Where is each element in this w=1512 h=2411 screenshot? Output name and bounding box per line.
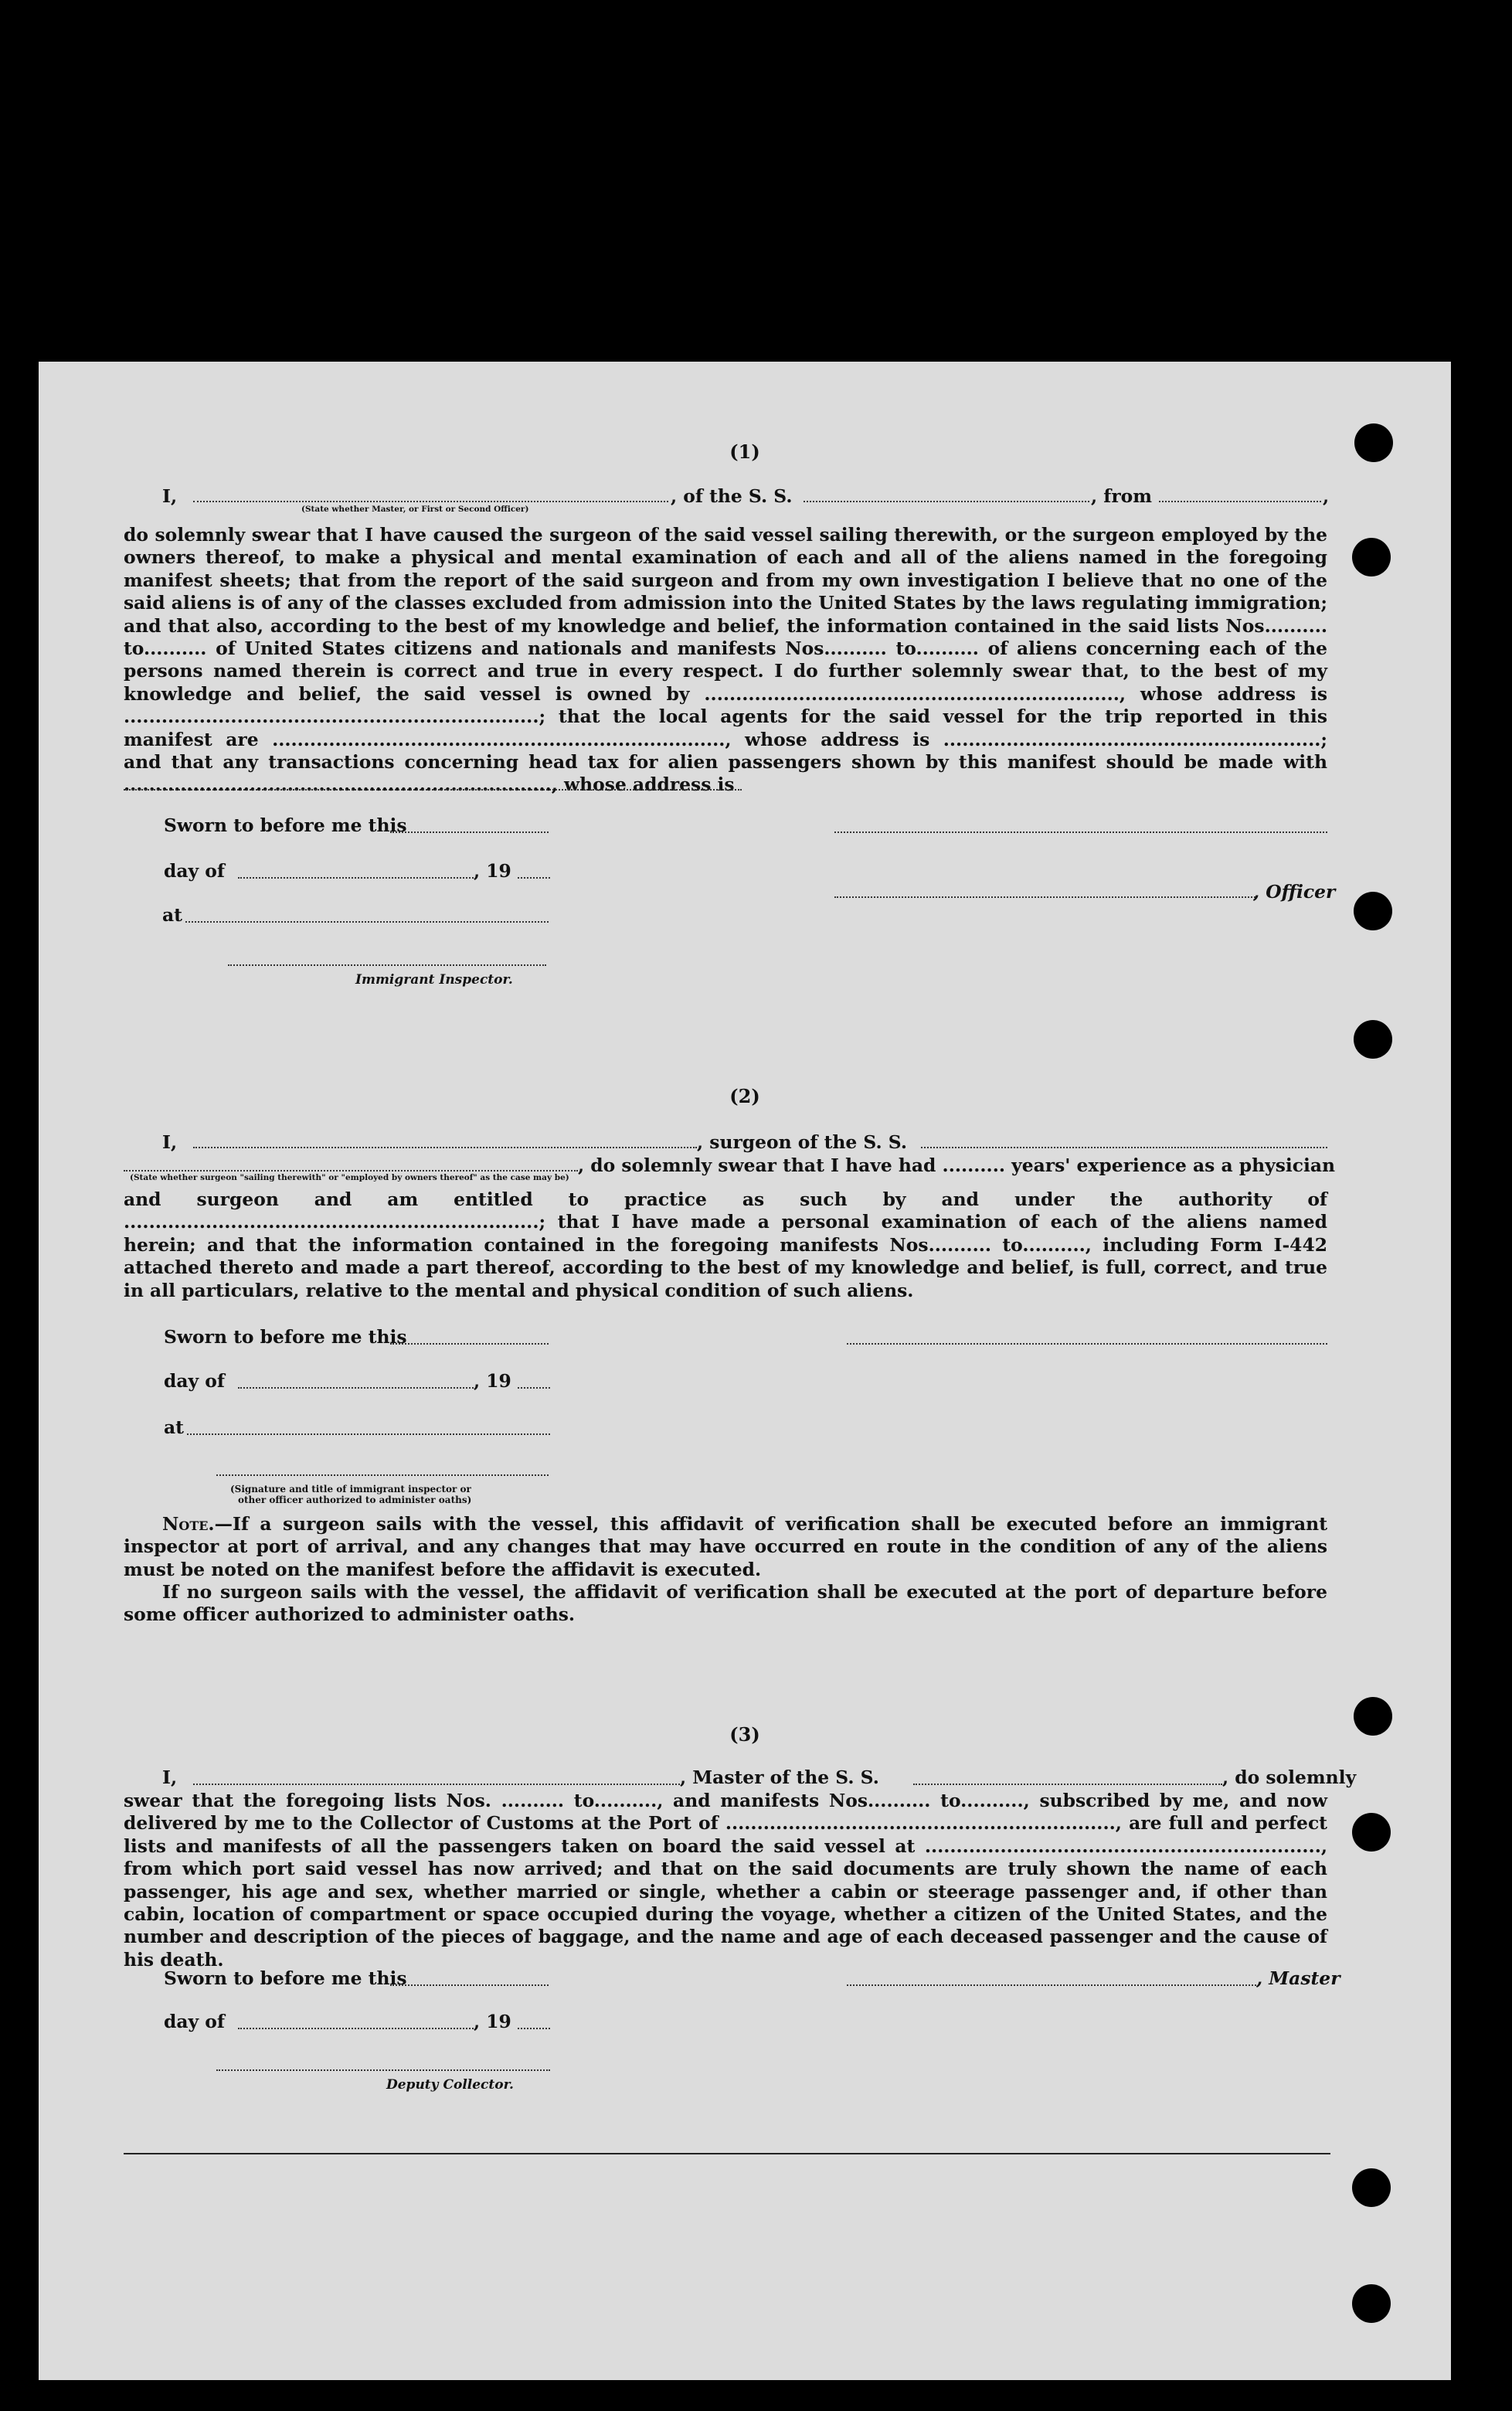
- section-1-body: do solemnly swear that I have caused the surgeon of the said vessel sailing therewith, or the surgeon employed by the owners thereof, to make a physical and mental examination of each and all of the aliens named in the foregoing manifest sheets; that from the report of the said surgeon and from my own investigation I believe that no one of the said aliens is of any of the classes excluded from admission into the United States by the laws regulating immigration; and that also, according to the best of my knowledge and belief, the information contained in the said lists Nos.......... to.......... of United States citizens and nationals and manifests Nos.......... to.......... of aliens concerning each of the persons named therein is correct and true in every respect. I do further solemnly swear that, to the best of my knowledge and belief, the said vessel is owned by .................................................................., whose address is ..................................................................; that the local agents for the said vessel for the trip reported in this manifest are ........................................................................, whose address is ............................................................; and that any transactions concerning head tax for alien passengers shown by this manifest should be made with ...................................................................., whose address is: [124, 524, 1327, 796]
- section-3-i: I,: [162, 1767, 178, 1788]
- officer-name-field[interactable]: [193, 501, 668, 502]
- at-field[interactable]: [185, 921, 549, 923]
- section-3-day-of: day of: [164, 2011, 225, 2032]
- from-port-field[interactable]: [1159, 501, 1321, 502]
- punch-hole-icon: [1352, 1813, 1391, 1852]
- master-name-field[interactable]: [193, 1784, 680, 1785]
- section-1-officer: , Officer: [1253, 881, 1336, 903]
- punch-hole-icon: [1352, 538, 1391, 576]
- surgeon-ship-field[interactable]: [921, 1147, 1327, 1148]
- day-of-field[interactable]: [238, 877, 474, 879]
- section-3-year: , 19: [474, 2011, 511, 2032]
- note-label: Note.: [162, 1513, 215, 1535]
- section-2-note: [124, 1513, 1327, 1581]
- punch-hole-icon: [1354, 1020, 1392, 1059]
- deputy-signature-field[interactable]: [216, 2069, 550, 2071]
- bottom-divider: [124, 2153, 1330, 2154]
- section-1-state-note: (State whether Master, or First or Second Officer): [301, 505, 529, 514]
- section-2-sig-note-1: (Signature and title of immigrant inspector or: [230, 1484, 471, 1495]
- sworn-date-field-3[interactable]: [390, 1984, 549, 1986]
- surgeon-signature-field[interactable]: [847, 1343, 1327, 1345]
- inspector-signature-field-2[interactable]: [216, 1474, 549, 1476]
- section-2-swear: , do solemnly swear that I have had .......... years' experience as a physician: [578, 1154, 1336, 1176]
- section-2-sig-note-2: other officer authorized to administer oaths): [238, 1495, 472, 1505]
- section-2-sworn: Sworn to before me this: [164, 1326, 407, 1348]
- sworn-date-field-2[interactable]: [390, 1343, 549, 1345]
- master-signature-field[interactable]: [847, 1984, 1256, 1986]
- officer-title-field[interactable]: [834, 896, 1255, 898]
- section-3-number: (3): [729, 1723, 760, 1746]
- section-2-at: at: [164, 1416, 184, 1438]
- section-1-at: at: [162, 904, 182, 926]
- sworn-date-field[interactable]: [390, 831, 549, 833]
- surgeon-status-field[interactable]: [124, 1170, 578, 1171]
- section-2-state-note: (State whether surgeon "sailing therewith" or "employed by owners thereof" as the case may be): [130, 1173, 569, 1182]
- form-page: (1) I, , of the S. S. , from , (State whether Master, or First or Second Officer) do solemnly swear that I have caused the surgeon of the said vessel sailing therewith, or the surgeon employed by the owners thereof, to make a physical and mental examination of each and all of the aliens named in the foregoing manifest sheets; that from the report of the said surgeon and from my own investigation I believe that no one of the said aliens is of any of the classes excluded from admission into the United States by the laws regulating immigration; and that also, according to the best of my knowledge and belief, the information contained in the said lists Nos.......... to.......... of United States citizens and nationals and manifests Nos.......... to.......... of aliens concerning each of the persons named therein is correct and true in every respect. I do further solemnly swear that, to the best of my knowledge and belief, the said vessel is owned by .................................................................., whose address is ..................................................................; that the local agents for the said vessel for the trip reported in this manifest are ........................................................................, whose address is ............................................................; and that any transactions concerning head tax for alien passengers shown by this manifest should be made with ...................................................................., whose address is Sworn to before me this day of , 19 , Officer at Immigrant Inspector. (2) I, , surgeon of the S. S. , do solemnly swear that I have had .......... years' experience as a physician (State whether surgeon "sailing therewith" or "employed by owners thereof" as the case may be) and surgeon and am entitled to practice as such by and under the authority of ..................................................................; that I have made a personal examination of each of the aliens named herein; and that the information contained in the foregoing manifests Nos.......... to.........., including Form I-442 attached thereto and made a part thereof, according to the best of my knowledge and belief, is full, correct, and true in all particulars, relative to the mental and physical condition of such aliens. Sworn to before me this day of , 19 at (Signature and title of immigrant inspector or other officer authorized to administer oaths) Note.—If a surgeon sails with the vessel, this affidavit of verification shall be executed before an immigrant inspector at port of arrival, and any changes that may have occurred en route in the condition of any of the aliens must be noted on the manifest before the affidavit is executed. If no surgeon sails with the vessel, the affidavit of verification shall be executed at the port of departure before some officer authorized to administer oaths. (3) I, , Master of the S. S. , do solemnly swear that the foregoing lists Nos. .......... to.........., and manifests Nos.......... to.........., subscribed by me, and now delivered by me to the Collector of Customs at the Port of .............................................................., are full and perfect lists and manifests of all the passengers taken on board the said vessel at ..............................................................., from which port said vessel has now arrived; and that on the said documents are truly shown the name of each passenger, his age and sex, whether married or single, whether a cabin or steerage passenger and, if other than cabin, location of compartment or space occupied during the voyage, whether a citizen of the United States, and the number and description of the pieces of baggage, and the name and age of each deceased passenger and the cause of his death. Sworn to before me this , Master day of , 19 Deputy Collector.: [39, 362, 1451, 2380]
- section-1-sworn: Sworn to before me this: [164, 814, 407, 836]
- section-3-sworn: Sworn to before me this: [164, 1967, 407, 1989]
- section-2-i: I,: [162, 1131, 178, 1153]
- day-of-field-2[interactable]: [238, 1387, 474, 1389]
- section-3-do-solemnly: , do solemnly: [1222, 1767, 1357, 1788]
- section-3-master: , Master: [1256, 1967, 1340, 1989]
- day-of-field-3[interactable]: [238, 2028, 474, 2029]
- inspector-signature-field[interactable]: [228, 964, 546, 966]
- section-3-body: swear that the foregoing lists Nos. .......... to.........., and manifests Nos.......... to.........., subscribed by me, and now delivered by me to the Collector of Customs at the Port of .............................................................., are full and perfect lists and manifests of all the passengers taken on board the said vessel at ..............................................................., from which port said vessel has now arrived; and that on the said documents are truly shown the name of each passenger, his age and sex, whether married or single, whether a cabin or steerage passenger and, if other than cabin, location of compartment or space occupied during the voyage, whether a citizen of the United States, and the number and description of the pieces of baggage, and the name and age of each deceased passenger and the cause of his death.: [124, 1790, 1327, 1971]
- punch-hole-icon: [1352, 2284, 1391, 2323]
- year-field-3[interactable]: [518, 2028, 550, 2029]
- surgeon-name-field[interactable]: [193, 1147, 697, 1148]
- section-2-body: and surgeon and am entitled to practice as such by and under the authority of ..................................................................; that I have made a personal examination of each of the aliens named herein; and that the information contained in the foregoing manifests Nos.......... to.........., including Form I-442 attached thereto and made a part thereof, according to the best of my knowledge and belief, is full, correct, and true in all particulars, relative to the mental and physical condition of such aliens.: [124, 1188, 1327, 1301]
- note-text: —If a surgeon sails with the vessel, this affidavit of verification shall be executed before an immigrant inspector at port of arrival, and any changes that may have occurred en route in the condition of any of the aliens must be noted on the manifest before the affidavit is executed.: [124, 1513, 1327, 1580]
- ship-name-field[interactable]: [804, 501, 1089, 502]
- section-3-deputy: Deputy Collector.: [386, 2077, 514, 2093]
- section-1-from: , from: [1091, 485, 1153, 507]
- master-ship-field[interactable]: [913, 1784, 1222, 1785]
- section-2-note-2: If no surgeon sails with the vessel, the affidavit of verification shall be executed at the port of departure before some officer authorized to administer oaths.: [124, 1581, 1327, 1626]
- section-2-year: , 19: [474, 1370, 511, 1392]
- section-1-inspector: Immigrant Inspector.: [355, 972, 513, 988]
- section-2-number: (2): [729, 1085, 760, 1107]
- section-1-of-ss: , of the S. S.: [671, 485, 793, 507]
- punch-hole-icon: [1352, 2168, 1391, 2207]
- section-1-day-of: day of: [164, 860, 225, 882]
- at-field-2[interactable]: [187, 1433, 550, 1435]
- punch-hole-icon: [1354, 892, 1392, 930]
- section-2-day-of: day of: [164, 1370, 225, 1392]
- year-field[interactable]: [518, 877, 550, 879]
- year-field-2[interactable]: [518, 1387, 550, 1389]
- officer-signature-field[interactable]: [834, 831, 1327, 833]
- section-1-number: (1): [729, 440, 760, 463]
- section-2-surgeon-of: , surgeon of the S. S.: [697, 1131, 907, 1153]
- section-1-year: , 19: [474, 860, 511, 882]
- section-3-master-of: , Master of the S. S.: [680, 1767, 879, 1788]
- section-1-i: I,: [162, 485, 178, 507]
